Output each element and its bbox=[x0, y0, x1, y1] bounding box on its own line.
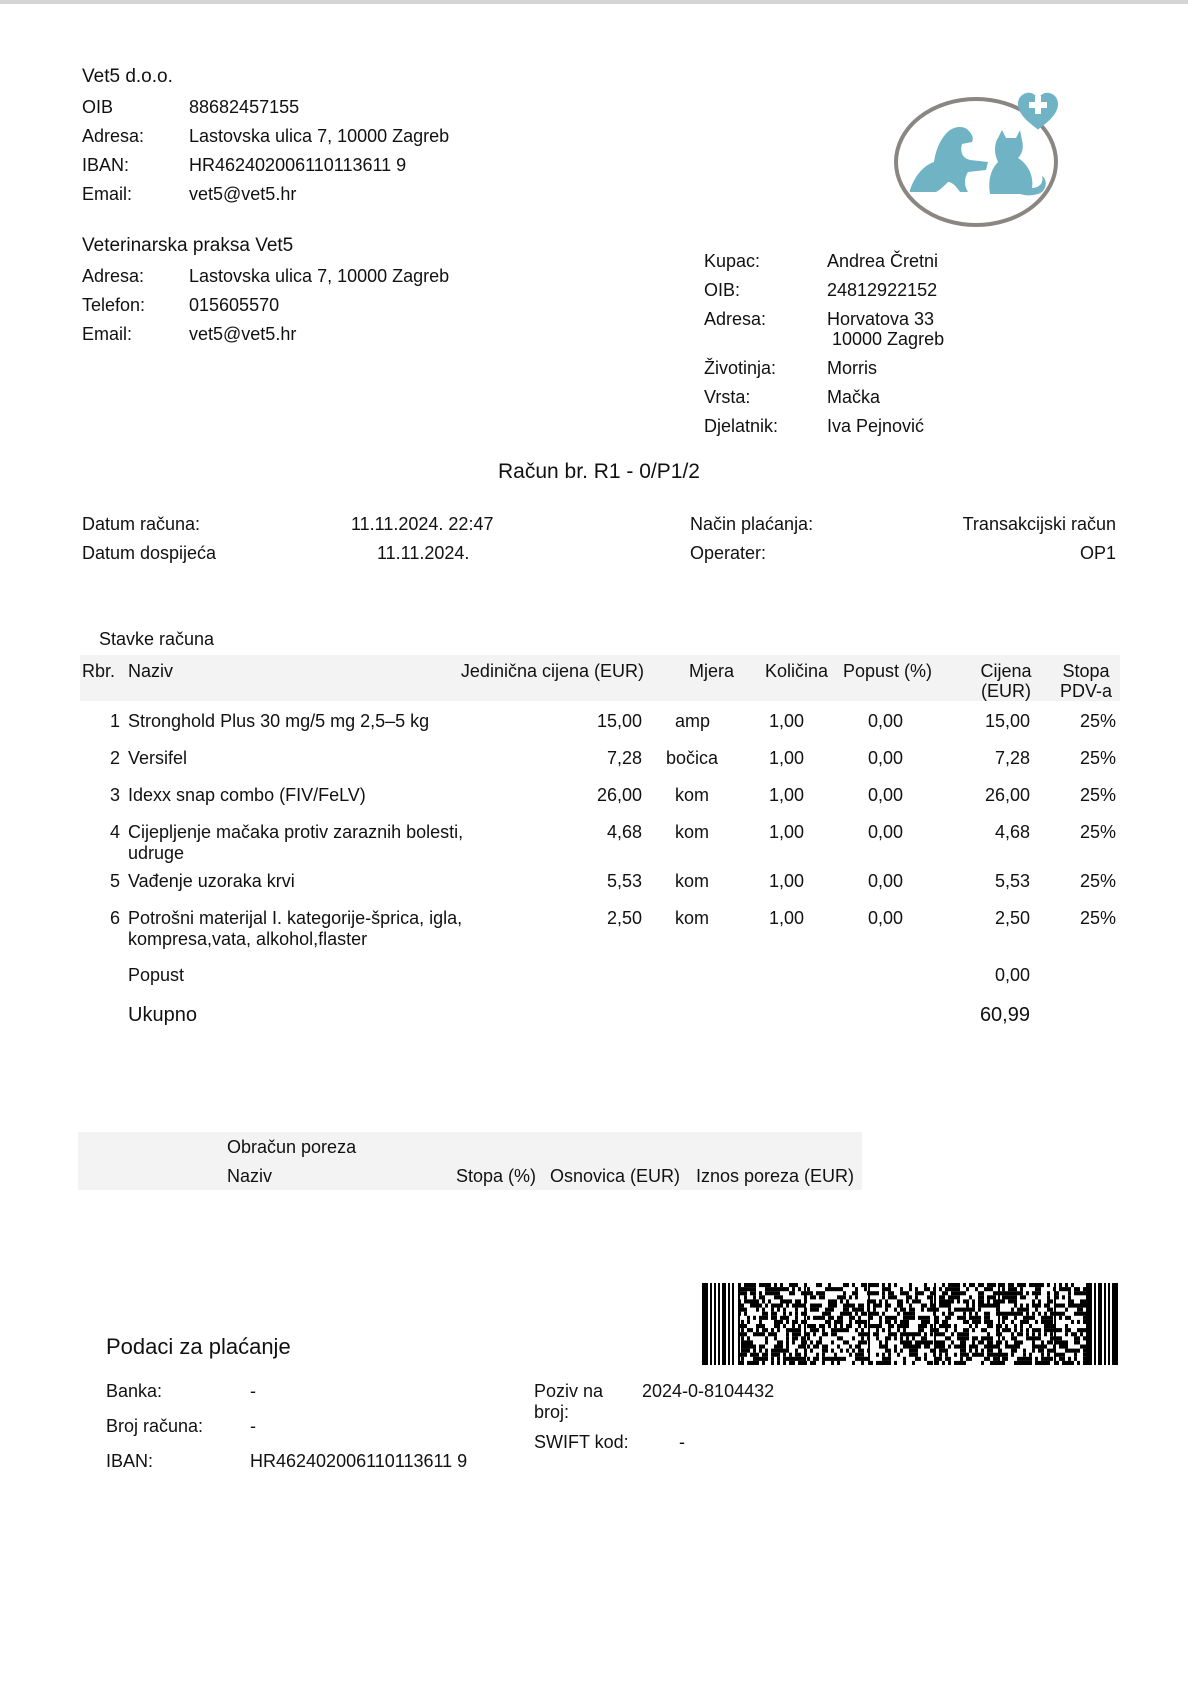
row-rbr: 5 bbox=[109, 871, 120, 891]
seller-iban: HR462402006110113611 9 bbox=[189, 155, 407, 175]
row-rbr: 2 bbox=[109, 748, 120, 768]
seller-oib-label: OIB bbox=[82, 97, 114, 117]
seller-email-label: Email: bbox=[82, 184, 133, 204]
top-divider bbox=[0, 0, 1188, 4]
practice-address: Lastovska ulica 7, 10000 Zagreb bbox=[189, 266, 450, 286]
row-mjera: amp bbox=[675, 711, 711, 731]
payment-method-label: Način plaćanja: bbox=[690, 514, 814, 534]
header-naziv: Naziv bbox=[128, 661, 174, 681]
tax-header-stopa: Stopa (%) bbox=[456, 1166, 537, 1186]
row-mjera: bočica bbox=[666, 748, 719, 768]
header-cijena-unit: (EUR) bbox=[981, 681, 1031, 701]
row-kolicina: 1,00 bbox=[769, 748, 805, 768]
practice-name: Veterinarska praksa Vet5 bbox=[82, 235, 294, 256]
row-rbr: 3 bbox=[109, 785, 120, 805]
total-value: 60,99 bbox=[979, 1004, 1030, 1026]
payment-info-title: Podaci za plaćanje bbox=[106, 1334, 291, 1359]
bank-value: - bbox=[250, 1381, 256, 1401]
operator: OP1 bbox=[1079, 543, 1116, 563]
row-cijena: 2,50 bbox=[994, 908, 1030, 928]
row-unit-price: 4,68 bbox=[606, 822, 642, 842]
header-stopa-unit: PDV-a bbox=[1059, 681, 1113, 701]
row-unit-price: 15,00 bbox=[596, 711, 642, 731]
seller-address: Lastovska ulica 7, 10000 Zagreb bbox=[189, 126, 450, 146]
account-label: Broj računa: bbox=[106, 1416, 204, 1436]
account-value: - bbox=[250, 1416, 256, 1436]
operator-label: Operater: bbox=[690, 543, 767, 563]
row-popust: 0,00 bbox=[868, 871, 904, 891]
row-unit-price: 26,00 bbox=[596, 785, 642, 805]
tax-header-naziv: Naziv bbox=[227, 1166, 273, 1186]
row-naziv: Potrošni materijal I. kategorije-šprica, igla, kompresa,vata, alkohol,flaster bbox=[128, 908, 463, 949]
row-kolicina: 1,00 bbox=[769, 711, 805, 731]
customer-animal: Morris bbox=[827, 358, 877, 378]
header-cijena: Cijena bbox=[980, 661, 1032, 681]
tax-table-title: Obračun poreza bbox=[227, 1137, 357, 1157]
seller-company: Vet5 d.o.o. bbox=[82, 66, 173, 87]
tax-header-osnovica: Osnovica (EUR) bbox=[550, 1166, 681, 1186]
payment-method: Transakcijski račun bbox=[962, 514, 1116, 534]
customer-species-label: Vrsta: bbox=[704, 387, 751, 407]
row-mjera: kom bbox=[675, 785, 710, 805]
invoice-title: Račun br. R1 - 0/P1/2 bbox=[498, 460, 700, 483]
row-popust: 0,00 bbox=[868, 908, 904, 928]
row-kolicina: 1,00 bbox=[769, 871, 805, 891]
reference-value: 2024-0-8104432 bbox=[642, 1381, 775, 1401]
header-unit-price: Jedinična cijena (EUR) bbox=[460, 661, 644, 681]
row-stopa: 25% bbox=[1079, 785, 1116, 805]
header-popust: Popust (%) bbox=[843, 661, 933, 681]
header-stopa: Stopa bbox=[1062, 661, 1110, 681]
row-mjera: kom bbox=[675, 871, 710, 891]
row-kolicina: 1,00 bbox=[769, 908, 805, 928]
seller-email[interactable]: vet5@vet5.hr bbox=[189, 184, 297, 204]
seller-address-label: Adresa: bbox=[82, 126, 145, 146]
header-kolicina: Količina bbox=[765, 661, 829, 681]
row-stopa: 25% bbox=[1079, 711, 1116, 731]
customer-oib: 24812922152 bbox=[827, 280, 938, 300]
row-unit-price: 2,50 bbox=[606, 908, 642, 928]
payment-iban-label: IBAN: bbox=[106, 1451, 154, 1471]
seller-oib: 88682457155 bbox=[189, 97, 300, 117]
invoice-due: 11.11.2024. bbox=[377, 543, 470, 563]
row-naziv: Vađenje uzoraka krvi bbox=[128, 871, 295, 891]
customer-employee-label: Djelatnik: bbox=[704, 416, 779, 436]
row-rbr: 1 bbox=[109, 711, 120, 731]
reference-label: Poziv na bbox=[534, 1381, 604, 1401]
row-naziv: Idexx snap combo (FIV/FeLV) bbox=[128, 785, 366, 805]
invoice-due-label: Datum dospijeća bbox=[82, 543, 217, 563]
row-naziv: Cijepljenje mačaka protiv zaraznih bolesti, udruge bbox=[128, 822, 464, 863]
customer-label: Kupac: bbox=[704, 251, 761, 271]
tax-header-iznos: Iznos poreza (EUR) bbox=[696, 1166, 855, 1186]
discount-label: Popust bbox=[128, 965, 185, 985]
swift-value: - bbox=[679, 1432, 685, 1452]
header-mjera: Mjera bbox=[689, 661, 735, 681]
reference-label-2: broj: bbox=[534, 1402, 570, 1422]
row-unit-price: 7,28 bbox=[606, 748, 642, 768]
customer-employee: Iva Pejnović bbox=[827, 416, 925, 436]
practice-phone-label: Telefon: bbox=[82, 295, 146, 315]
seller-iban-label: IBAN: bbox=[82, 155, 130, 175]
discount-value: 0,00 bbox=[994, 965, 1030, 985]
invoice-date: 11.11.2024. 22:47 bbox=[351, 514, 494, 534]
row-popust: 0,00 bbox=[868, 785, 904, 805]
row-unit-price: 5,53 bbox=[606, 871, 642, 891]
row-stopa: 25% bbox=[1079, 871, 1116, 891]
swift-label: SWIFT kod: bbox=[534, 1432, 629, 1452]
row-popust: 0,00 bbox=[868, 711, 904, 731]
row-cijena: 26,00 bbox=[984, 785, 1030, 805]
row-mjera: kom bbox=[675, 908, 710, 928]
practice-phone: 015605570 bbox=[189, 295, 280, 315]
customer-address-line1: Horvatova 33 bbox=[827, 309, 935, 329]
row-cijena: 15,00 bbox=[984, 711, 1030, 731]
customer-species: Mačka bbox=[827, 387, 881, 407]
row-kolicina: 1,00 bbox=[769, 822, 805, 842]
row-stopa: 25% bbox=[1079, 822, 1116, 842]
row-cijena: 4,68 bbox=[994, 822, 1030, 842]
customer-animal-label: Životinja: bbox=[704, 358, 777, 378]
row-rbr: 6 bbox=[109, 908, 120, 928]
header-rbr: Rbr. bbox=[82, 661, 116, 681]
customer-address-label: Adresa: bbox=[704, 309, 767, 329]
customer-address-line2: 10000 Zagreb bbox=[827, 329, 945, 349]
row-popust: 0,00 bbox=[868, 748, 904, 768]
row-rbr: 4 bbox=[109, 822, 120, 842]
row-cijena: 5,53 bbox=[994, 871, 1030, 891]
payment-iban: HR462402006110113611 9 bbox=[250, 1451, 468, 1471]
customer-name: Andrea Čretni bbox=[827, 251, 939, 271]
row-mjera: kom bbox=[675, 822, 710, 842]
practice-email-label: Email: bbox=[82, 324, 133, 344]
practice-address-label: Adresa: bbox=[82, 266, 145, 286]
bank-label: Banka: bbox=[106, 1381, 163, 1401]
practice-email[interactable]: vet5@vet5.hr bbox=[189, 324, 297, 344]
row-naziv: Versifel bbox=[128, 748, 188, 768]
items-section-title: Stavke računa bbox=[99, 629, 215, 649]
customer-oib-label: OIB: bbox=[704, 280, 741, 300]
row-cijena: 7,28 bbox=[994, 748, 1030, 768]
row-stopa: 25% bbox=[1079, 748, 1116, 768]
invoice-date-label: Datum računa: bbox=[82, 514, 201, 534]
total-label: Ukupno bbox=[128, 1004, 197, 1026]
row-popust: 0,00 bbox=[868, 822, 904, 842]
pdf417-barcode-icon bbox=[702, 1283, 1120, 1365]
row-stopa: 25% bbox=[1079, 908, 1116, 928]
row-naziv: Stronghold Plus 30 mg/5 mg 2,5–5 kg bbox=[128, 711, 430, 731]
dog-cat-heart-logo-icon bbox=[890, 82, 1066, 230]
row-kolicina: 1,00 bbox=[769, 785, 805, 805]
